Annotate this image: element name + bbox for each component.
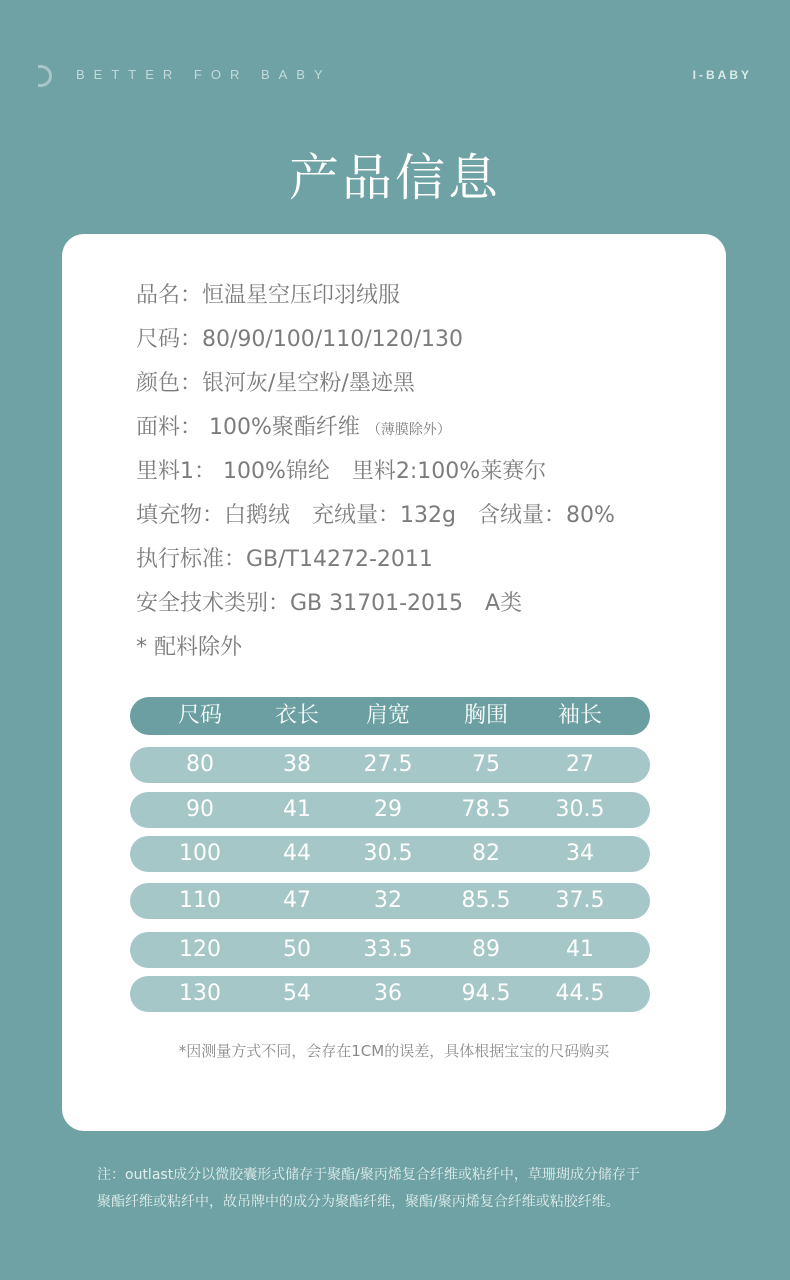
table-cell: 120	[179, 937, 221, 962]
spec-colors: 颜色：银河灰/星空粉/墨迹黑	[136, 371, 415, 396]
table-row	[130, 976, 650, 1012]
spec-filling-type: 填充物：白鹅绒	[136, 503, 291, 528]
table-cell: 50	[283, 937, 311, 962]
spec-standard: 执行标准：GB/T14272-2011	[136, 547, 433, 572]
top-bar	[38, 62, 752, 90]
table-cell: 89	[472, 937, 500, 962]
table-cell: 30.5	[555, 797, 605, 822]
table-header-cell: 袖长	[557, 703, 602, 728]
spec-list	[136, 274, 696, 670]
spec-safety	[136, 582, 696, 626]
moon-logo-icon	[38, 65, 52, 87]
spec-fabric-value: 面料： 100%聚酯纤维	[136, 415, 360, 440]
table-cell: 34	[566, 841, 594, 866]
table-cell: 110	[179, 888, 221, 913]
table-cell: 44	[283, 841, 311, 866]
product-info-card	[62, 234, 726, 1131]
table-header-cell: 尺码	[177, 703, 222, 728]
spec-lining-1: 里料1： 100%锦纶	[136, 459, 330, 484]
table-cell: 38	[283, 752, 311, 777]
table-row	[130, 932, 650, 968]
spec-product-name: 品名：恒温星空压印羽绒服	[136, 283, 401, 308]
table-cell: 85.5	[461, 888, 511, 913]
spec-sizes: 尺码：80/90/100/110/120/130	[136, 327, 464, 352]
table-cell: 78.5	[461, 797, 511, 822]
spec-filling	[136, 494, 696, 538]
table-header-cell: 胸围	[463, 703, 508, 728]
table-cell: 37.5	[555, 888, 605, 913]
table-cell: 100	[179, 841, 221, 866]
table-row	[130, 792, 650, 828]
spec-lining-2: 里料2:100%莱赛尔	[351, 459, 547, 484]
table-row	[130, 883, 650, 919]
table-cell: 41	[566, 937, 594, 962]
table-cell: 82	[472, 841, 500, 866]
table-cell: 27	[566, 752, 594, 777]
table-cell: 90	[186, 797, 214, 822]
spec-fabric	[136, 406, 696, 450]
table-cell: 94.5	[461, 981, 511, 1006]
table-row	[130, 747, 650, 783]
table-cell: 33.5	[363, 937, 413, 962]
spec-fill-amount: 充绒量：132g	[312, 503, 456, 528]
footnote-line: 聚酯纤维或粘纤中，故吊牌中的成分为聚酯纤维，聚酯/聚丙烯复合纤维或粘胶纤维。	[97, 1194, 620, 1210]
spec-lining	[136, 450, 696, 494]
table-cell: 54	[283, 981, 311, 1006]
table-cell: 80	[186, 752, 214, 777]
spec-accessory-note: * 配料除外	[136, 635, 242, 660]
table-header-row	[130, 697, 650, 735]
table-row	[130, 836, 650, 872]
footnote-line: 注：outlast成分以微胶囊形式储存于聚酯/聚丙烯复合纤维或粘纤中，草珊瑚成分储存于	[97, 1167, 640, 1183]
table-cell: 36	[374, 981, 402, 1006]
brand-name: I-BABY	[692, 68, 752, 82]
table-cell: 47	[283, 888, 311, 913]
spec-down-content: 含绒量：80%	[477, 503, 615, 528]
spec-fabric-note: （薄膜除外）	[366, 422, 451, 438]
table-cell: 130	[179, 981, 221, 1006]
table-cell: 75	[472, 752, 500, 777]
footnote	[97, 1162, 707, 1216]
spec-safety-class: A类	[485, 591, 523, 616]
table-cell: 44.5	[555, 981, 605, 1006]
measurement-note: *因测量方式不同，会存在1CM的误差，具体根据宝宝的尺码购买	[178, 1042, 610, 1060]
spec-safety-standard: 安全技术类别：GB 31701-2015	[136, 591, 464, 616]
table-cell: 30.5	[363, 841, 413, 866]
brand-tagline: BETTER FOR BABY	[76, 67, 332, 82]
table-header-cell: 衣长	[274, 703, 319, 728]
table-header-cell: 肩宽	[365, 703, 410, 728]
table-cell: 27.5	[363, 752, 413, 777]
table-cell: 41	[283, 797, 311, 822]
page-title: 产品信息	[289, 149, 501, 207]
table-cell: 29	[374, 797, 402, 822]
table-cell: 32	[374, 888, 402, 913]
